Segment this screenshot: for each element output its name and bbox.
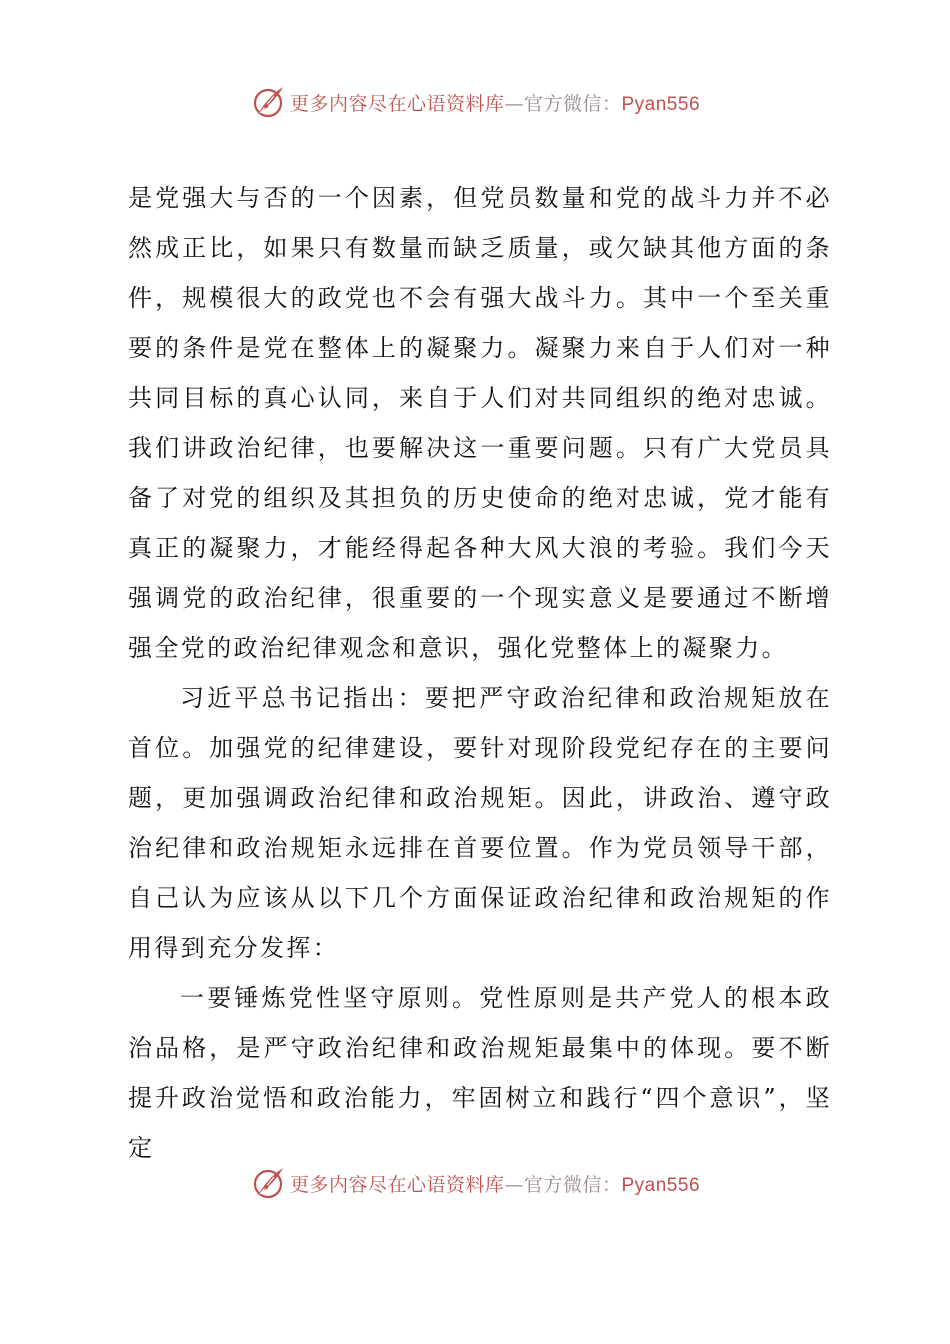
footer-wechat-id: Pyan556 <box>621 1174 701 1196</box>
document-body <box>128 173 832 1173</box>
feather-pen-icon <box>250 1165 286 1201</box>
header-wechat-id: Pyan556 <box>621 93 701 115</box>
header-brand: 更多内容尽在心语资料库 <box>289 92 505 115</box>
header-official: 官方微信： <box>523 92 622 115</box>
paragraph: 一要锤炼党性坚守原则。党性原则是共产党人的根本政治品格，是严守政治纪律和政治规矩最集中的体现。要不断提升政治觉悟和政治能力，牢固树立和践行“四个意识”，坚定 <box>128 984 832 1162</box>
header-separator: — <box>504 92 524 115</box>
header-banner <box>0 82 950 122</box>
footer-separator: — <box>504 1173 524 1196</box>
footer-banner <box>0 1163 950 1203</box>
footer-brand: 更多内容尽在心语资料库 <box>289 1173 505 1196</box>
paragraph: 习近平总书记指出：要把严守政治纪律和政治规矩放在首位。加强党的纪律建设，要针对现阶段党纪存在的主要问题，更加强调政治纪律和政治规矩。因此，讲政治、遵守政治纪律和政治规矩永远排在首要位置。作为党员领导干部，自己认为应该从以下几个方面保证政治纪律和政治规矩的作用得到充分发挥： <box>128 684 832 962</box>
paragraph: 是党强大与否的一个因素，但党员数量和党的战斗力并不必然成正比，如果只有数量而缺乏质量，或欠缺其他方面的条件，规模很大的政党也不会有强大战斗力。其中一个至关重要的条件是党在整体上的凝聚力。凝聚力来自于人们对一种共同目标的真心认同，来自于人们对共同组织的绝对忠诚。我们讲政治纪律，也要解决这一重要问题。只有广大党员具备了对党的组织及其担负的历史使命的绝对忠诚，党才能有真正的凝聚力，才能经得起各种大风大浪的考验。我们今天强调党的政治纪律，很重要的一个现实意义是要通过不断增强全党的政治纪律观念和意识，强化党整体上的凝聚力。 <box>128 184 832 662</box>
feather-pen-icon <box>250 84 286 120</box>
footer-official: 官方微信： <box>523 1173 622 1196</box>
